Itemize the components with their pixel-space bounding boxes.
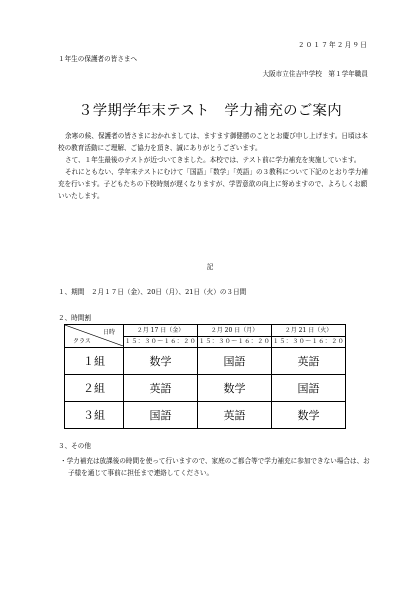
subject-cell: 数学 bbox=[198, 375, 272, 402]
intro-section bbox=[58, 130, 368, 202]
subject-cell: 数学 bbox=[124, 348, 198, 375]
subject-cell: 国語 bbox=[124, 402, 198, 429]
subject-cell: 国語 bbox=[272, 375, 346, 402]
subject-cell: 英語 bbox=[124, 375, 198, 402]
day-header-2: ２月 20 日（月） bbox=[198, 325, 272, 337]
other-label: ３、その他 bbox=[58, 442, 91, 450]
intro-paragraph-1: 余寒の候、保護者の皆さまにおかれましては、ますます御健勝のこととお慶び申し上げます。日頃は本校の教育活動にご理解、ご協力を頂き、誠にありがとうございます。 bbox=[58, 132, 368, 152]
note-text: ・学力補充は放課後の時間を使って行いますので、家庭のご都合等で学力補充に参加できない場合は、お子様を通じて事前に担任まで連絡してください。 bbox=[60, 457, 370, 477]
day-header-3: ２月 21 日（火） bbox=[272, 325, 346, 337]
document-date: ２０１７年２月９日 bbox=[297, 41, 368, 49]
class-name: ３組 bbox=[65, 402, 124, 429]
schedule-row-class-1 bbox=[65, 348, 346, 375]
period-line: １、期間 ２月１７日（金）、20日（月）、21日（火）の３日間 bbox=[58, 288, 247, 296]
schedule-header-row bbox=[65, 325, 346, 337]
recipient-line: １年生の保護者の皆さまへ bbox=[58, 55, 138, 63]
other-note bbox=[60, 455, 374, 479]
schedule-label: ２、時間割 bbox=[58, 314, 91, 322]
subject-cell: 数学 bbox=[272, 402, 346, 429]
day-header-1: ２月 17 日（金） bbox=[124, 325, 198, 337]
schedule-row-class-2 bbox=[65, 375, 346, 402]
header-class-label: クラス bbox=[73, 338, 91, 345]
intro-paragraph-3: それにともない、学年末テストにむけて「国語」「数学」「英語」の３教科について下記のとおり学力補充を行います。子どもたちの下校時刻が遅くなりますが、学習意欲の向上に努めますので、よろしくお願いいたします。 bbox=[58, 168, 368, 200]
header-day-label: 日時 bbox=[102, 329, 115, 336]
subject-cell: 英語 bbox=[272, 348, 346, 375]
schedule-corner-cell bbox=[65, 325, 124, 348]
document-title: ３学期学年末テスト 学力補充のご案内 bbox=[78, 103, 342, 119]
intro-paragraph-2: さて、１年生最後のテストが近づいてきました。本校では、テスト前に学力補充を実施しています。 bbox=[65, 156, 361, 164]
class-name: １組 bbox=[65, 348, 124, 375]
schedule-table bbox=[64, 324, 346, 429]
ki-heading: 記 bbox=[206, 263, 214, 271]
class-name: ２組 bbox=[65, 375, 124, 402]
time-cell-3: １５：３０～１６：２０ bbox=[272, 337, 346, 348]
subject-cell: 国語 bbox=[198, 348, 272, 375]
sender-line: 大阪市立住吉中学校 第１学年職員 bbox=[262, 70, 368, 78]
subject-cell: 英語 bbox=[198, 402, 272, 429]
time-cell-2: １５：３０～１６：２０ bbox=[198, 337, 272, 348]
schedule-row-class-3 bbox=[65, 402, 346, 429]
time-cell-1: １５：３０～１６：２０ bbox=[124, 337, 198, 348]
